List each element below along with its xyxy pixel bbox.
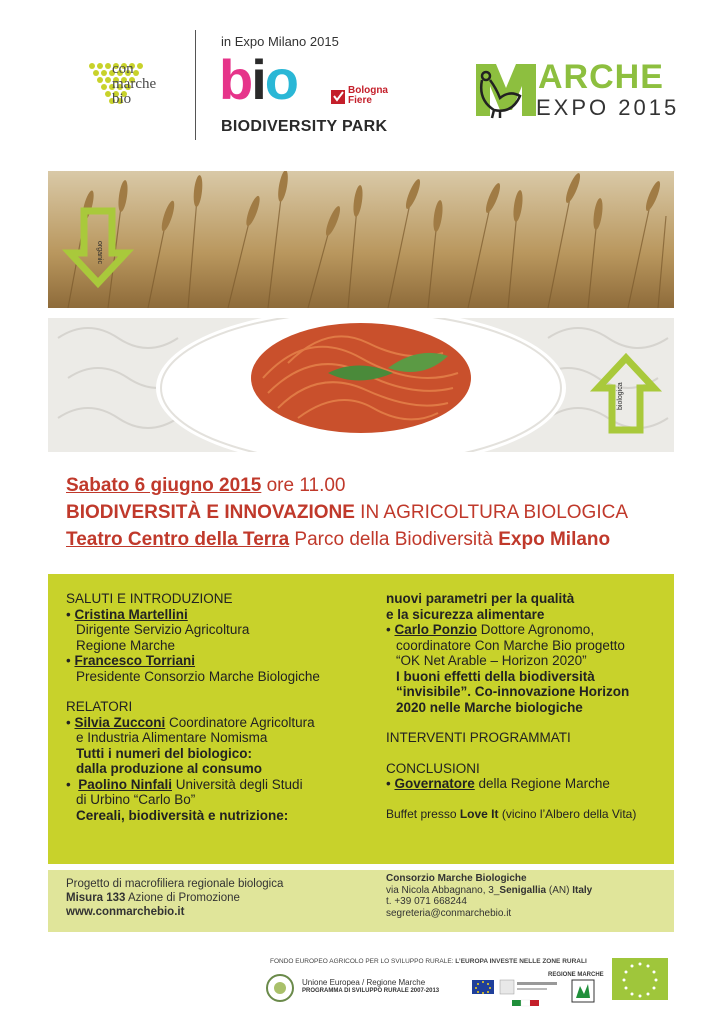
footer-project-info [66,877,283,919]
marche-expo-bird-logo-icon [472,60,542,120]
speaker-role: di Urbino “Carlo Bo” [76,792,196,807]
eu-programme-line-1: Unione Europea / Regione Marche [302,978,426,987]
event-title-bold: BIODIVERSITÀ E INNOVAZIONE [66,502,355,523]
footer-country: Italy [572,884,593,896]
interventi-heading: INTERVENTI PROGRAMMATI [386,730,571,745]
buffet-line [386,807,671,823]
biologica-tag: biologica [617,382,624,410]
program-left-column [66,591,366,823]
cmb-word-2: marche [112,76,157,92]
speaker-role: della Regione Marche [474,776,610,791]
footer-address [386,885,592,897]
event-venue-expo: Expo Milano [498,529,611,550]
speaker-role: Università degli Studi [172,776,303,792]
speaker-role: Dottore Agronomo, [477,622,595,637]
buffet-note: (vicino l’Albero della Vita) [498,806,637,821]
footer-email-link[interactable]: segreteria@conmarchebio.it [386,907,512,919]
wheat-field-photo [48,171,674,308]
speaker-name: Silvia Zucconi [74,714,166,730]
event-title-line [66,502,628,524]
funding-text-a: FONDO EUROPEO AGRICOLO PER LO SVILUPPO RURALE: [270,958,456,965]
footer-misura: Misura 133 [66,892,126,904]
speaker-role: Dirigente Servizio Agricoltura [76,622,250,637]
pasta-plate-illustration-icon [48,318,674,452]
bologna-fiere-line-1: Bologna [348,85,388,96]
footer-contact-info [386,873,592,919]
speaker-torriani: • Francesco Torriani [66,653,196,668]
speaker-name: Cristina Martellini [74,606,188,622]
speaker-role: “OK Net Arable – Horizon 2020” [396,653,587,668]
eu-organic-leaf-icon [612,958,668,1000]
footer-city: Senigallia [499,884,547,896]
talk-title: “invisibile”. Co-innovazione Horizon [396,684,630,699]
eu-programme-line-2: PROGRAMMA DI SVILUPPO RURALE 2007-2013 [302,988,440,994]
speaker-role: Regione Marche [76,637,176,653]
expo-2015-text: EXPO 2015 [536,95,680,120]
program-right-column [386,591,671,822]
speaker-name: Paolino Ninfali [78,776,172,792]
talk-title: I buoni effetti della biodiversità [396,668,595,684]
marche-wordmark [538,60,664,94]
cmb-word-1: con [112,61,134,77]
speaker-role: Coordinatore Agricoltura [165,714,315,730]
con-marche-bio-wordmark [112,62,156,107]
funding-statement [270,958,587,965]
footer-azione: Azione di Promozione [125,892,240,904]
buffet-text: Buffet presso [386,806,460,821]
speaker-role: coordinatore Con Marche Bio progetto [396,637,625,653]
speaker-ninfali: • Paolino Ninfali Università degli Studi [66,776,303,792]
bologna-fiere-text [348,86,388,106]
footer-org-name: Consorzio Marche Biologiche [386,873,527,884]
event-venue-rest: Parco della Biodiversità [289,529,499,550]
pasta-dish-photo [48,318,674,452]
cmb-word-3: bio [112,91,132,107]
bologna-fiere-check-icon [331,88,346,106]
speaker-name: Carlo Ponzio [394,622,477,637]
bio-letter-o: o [264,48,297,111]
bio-logo-wordmark [219,48,297,111]
footer-phone: t. +39 071 668244 [386,896,467,907]
footer-website-link[interactable]: www.conmarchebio.it [66,906,185,918]
talk-title: Cereali, biodiversità e nutrizione: [76,807,289,823]
speaker-martellini: • Cristina Martellini [66,606,188,622]
bio-letter-b: b [219,48,252,111]
speaker-governatore: • Governatore della Regione Marche [386,776,610,791]
regione-marche-label: REGIONE MARCHE [548,972,604,978]
speaker-name: Francesco Torriani [74,653,196,668]
expo-milano-line: in Expo Milano 2015 [221,34,339,49]
bio-letter-i: i [251,48,265,111]
saluti-heading: SALUTI E INTRODUZIONE [66,591,233,606]
speaker-name: Governatore [394,776,475,791]
event-time: ore 11.00 [261,475,346,496]
event-date: Sabato 6 giugno 2015 [66,475,262,496]
talk-title: nuovi parametri per la qualità [386,591,575,606]
event-title-rest: IN AGRICOLTURA BIOLOGICA [354,502,629,523]
footer-project-line: Progetto di macrofiliera regionale biologica [66,878,284,890]
talk-title: 2020 nelle Marche biologiche [396,699,583,715]
event-date-line [66,475,345,497]
speaker-role: e Industria Alimentare Nomisma [76,730,268,745]
speaker-role: Presidente Consorzio Marche Biologiche [76,668,320,684]
talk-title: e la sicurezza alimentare [386,606,545,622]
funding-text-b: L’EUROPA INVESTE NELLE ZONE RURALI [455,958,587,965]
conclusioni-heading: CONCLUSIONI [386,760,480,776]
biodiversity-park-title: BIODIVERSITY PARK [221,118,388,135]
footer-misura-line [66,891,283,905]
relatori-heading: RELATORI [66,699,133,714]
bologna-fiere-line-2: Fiere [348,95,372,106]
organic-tag: organic [96,241,103,264]
marche-letters: ARCHE [538,58,664,96]
speaker-ponzio: • Carlo Ponzio Dottore Agronomo, [386,622,595,637]
header-divider [195,30,196,140]
wheat-field-illustration-icon [48,171,674,308]
buffet-location: Love It [459,806,499,821]
speaker-zucconi: • Silvia Zucconi Coordinatore Agricoltura [66,714,315,730]
event-venue: Teatro Centro della Terra [66,529,290,550]
footer-province: (AN) [546,884,573,896]
event-venue-line [66,529,610,551]
footer-street: via Nicola Abbagnano, 3_ [386,884,500,896]
talk-title: Tutti i numeri del biologico: [76,745,252,761]
talk-title: dalla produzione al consumo [76,761,263,776]
eu-programme-text [302,978,439,996]
